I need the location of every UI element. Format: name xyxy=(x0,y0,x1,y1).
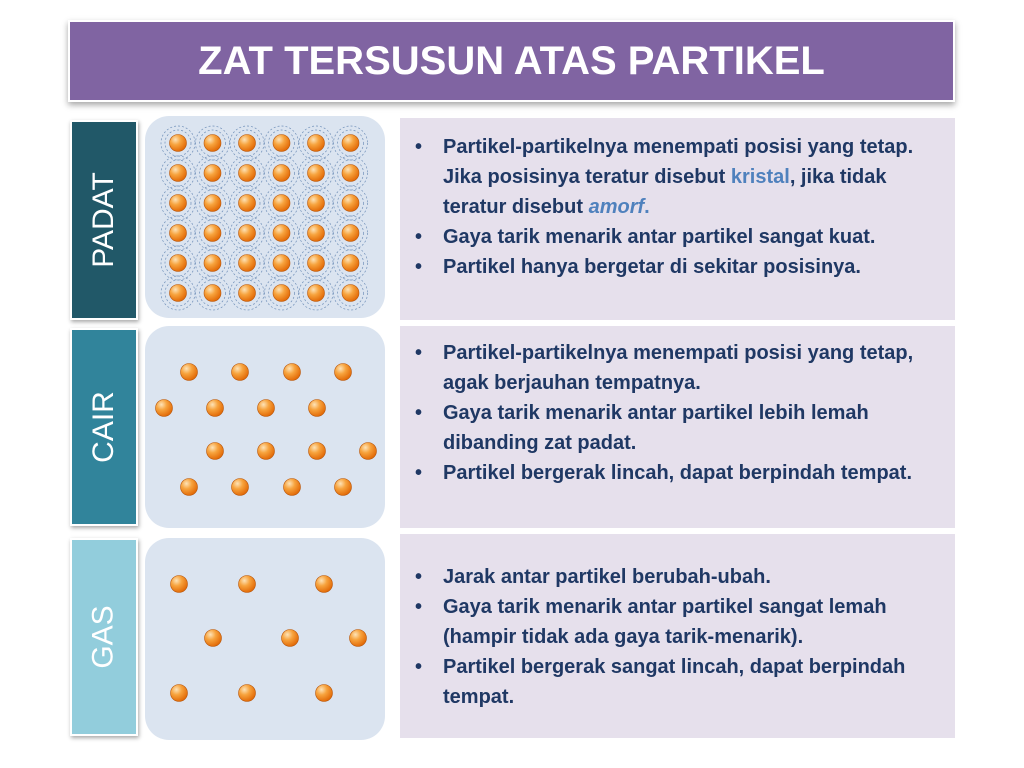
particle xyxy=(170,195,187,212)
particle xyxy=(204,195,221,212)
particle xyxy=(204,255,221,272)
particle xyxy=(171,685,188,702)
particle xyxy=(273,285,290,302)
particle xyxy=(273,225,290,242)
label-cair-text: CAIR xyxy=(87,391,120,463)
particle xyxy=(308,225,325,242)
particle xyxy=(239,576,256,593)
bullet-list-cair xyxy=(410,338,941,488)
particle xyxy=(170,135,187,152)
particle xyxy=(170,165,187,182)
particle xyxy=(205,630,222,647)
bullet-padat-2: • Gaya tarik menarik antar partikel sangat kuat. xyxy=(410,222,941,252)
particle xyxy=(308,195,325,212)
particle xyxy=(204,135,221,152)
particle xyxy=(316,685,333,702)
particle xyxy=(239,165,256,182)
particle xyxy=(342,255,359,272)
particle xyxy=(273,195,290,212)
term-kristal: kristal xyxy=(730,166,790,188)
particle xyxy=(232,479,249,496)
particle xyxy=(335,364,352,381)
solid-particles-diagram xyxy=(145,116,385,318)
bullet-padat-1 xyxy=(410,132,941,222)
particle xyxy=(273,135,290,152)
particle xyxy=(342,225,359,242)
particles-gas-box xyxy=(145,538,385,740)
particle xyxy=(360,443,377,460)
bullet-text: , jika tidak teratur disebut xyxy=(443,166,887,218)
particle xyxy=(207,400,224,417)
bullet-cair-3: • Partikel bergerak lincah, dapat berpindah tempat. xyxy=(410,458,941,488)
liquid-particles-diagram xyxy=(145,326,385,528)
particle xyxy=(239,225,256,242)
particle xyxy=(258,443,275,460)
slide-title: ZAT TERSUSUN ATAS PARTIKEL xyxy=(68,20,955,102)
bullet-cair-1: • Partikel-partikelnya menempati posisi yang tetap, agak berjauhan tempatnya. xyxy=(410,338,941,398)
particle xyxy=(170,225,187,242)
particle xyxy=(316,576,333,593)
label-cair xyxy=(70,328,138,526)
label-padat xyxy=(70,120,138,320)
bullet-text: Partikel-partikelnya menempati posisi yang tetap. Jika posisinya teratur disebut xyxy=(443,136,914,188)
particle xyxy=(181,479,198,496)
particle xyxy=(342,135,359,152)
particles-cair-box xyxy=(145,326,385,528)
particle xyxy=(239,135,256,152)
label-padat-text: PADAT xyxy=(87,172,121,268)
text-cair xyxy=(400,326,955,528)
bullet-gas-3: • Partikel bergerak sangat lincah, dapat berpindah tempat. xyxy=(410,652,941,712)
particle xyxy=(204,285,221,302)
particle xyxy=(342,195,359,212)
label-gas-text: GAS xyxy=(86,605,120,669)
particle xyxy=(170,255,187,272)
particle xyxy=(156,400,173,417)
particle xyxy=(309,443,326,460)
particle xyxy=(284,479,301,496)
particle xyxy=(239,285,256,302)
particle xyxy=(282,630,299,647)
bullet-list-gas xyxy=(410,562,941,712)
particle xyxy=(308,255,325,272)
particle xyxy=(342,285,359,302)
bullet-cair-2: • Gaya tarik menarik antar partikel lebih lemah dibanding zat padat. xyxy=(410,398,941,458)
particle xyxy=(232,364,249,381)
particle xyxy=(273,255,290,272)
particle xyxy=(239,255,256,272)
particle xyxy=(239,195,256,212)
bullet-gas-2: • Gaya tarik menarik antar partikel sangat lemah (hampir tidak ada gaya tarik-menarik). xyxy=(410,592,941,652)
particle xyxy=(204,165,221,182)
particle xyxy=(308,135,325,152)
particle xyxy=(239,685,256,702)
bullet-list-padat xyxy=(410,132,941,282)
particle xyxy=(335,479,352,496)
particle xyxy=(171,576,188,593)
particle xyxy=(258,400,275,417)
bullet-padat-3: • Partikel hanya bergetar di sekitar posisinya. xyxy=(410,252,941,282)
particles-padat-box xyxy=(145,116,385,318)
particle xyxy=(308,285,325,302)
particle xyxy=(204,225,221,242)
particle xyxy=(308,165,325,182)
particle xyxy=(284,364,301,381)
particle xyxy=(273,165,290,182)
particle xyxy=(181,364,198,381)
particle xyxy=(342,165,359,182)
text-gas xyxy=(400,534,955,738)
text-padat xyxy=(400,118,955,320)
bullet-gas-1: • Jarak antar partikel berubah-ubah. xyxy=(410,562,941,592)
particle xyxy=(170,285,187,302)
label-gas xyxy=(70,538,138,736)
particle xyxy=(309,400,326,417)
term-amorf: amorf xyxy=(588,196,645,218)
gas-particles-diagram xyxy=(145,538,385,740)
bullet-text: . xyxy=(644,196,650,218)
particle xyxy=(350,630,367,647)
particle xyxy=(207,443,224,460)
